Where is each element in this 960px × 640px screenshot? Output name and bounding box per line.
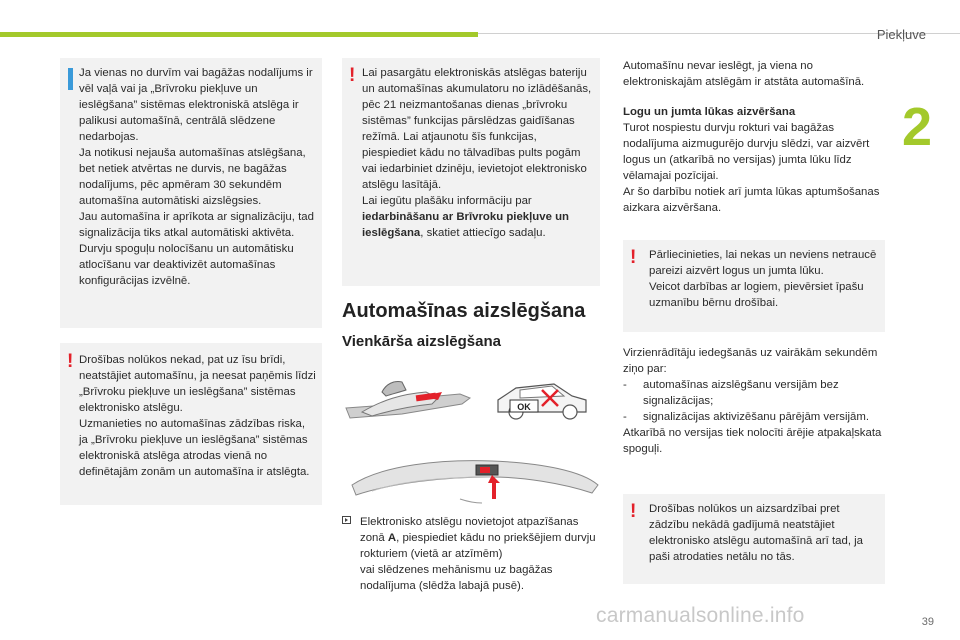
- warning-box: [60, 343, 322, 505]
- bullet-arrow-icon: [342, 514, 360, 594]
- windows-warning-1: Pārliecinieties, lai nekas un neviens netraucē pareizi aizvērt logus un jumta lūku.: [649, 249, 877, 277]
- info-box: [60, 58, 322, 328]
- warning-paragraph: Uzmanieties no automašīnas zādzības riska, ja „Brīvroku piekļuve un ieslēgšana” sistēmas elektroniskā atslēga atrodas vienā no definētajām zonām un automašīna ir atslēgta.: [79, 418, 310, 478]
- signal-item-1: automašīnas aizslēgšanu versijām bez signalizācijas;: [643, 379, 839, 407]
- intro-paragraph: Automašīnu nevar ieslēgt, ja viena no elektroniskajām atslēgām ir atstāta automašīnā.: [623, 60, 865, 88]
- warning-paragraph: Drošības nolūkos nekad, pat uz īsu brīdi, neatstājiet automašīnu, ja neesat paņēmis līdzi „Brīvroku piekļuve un ieslēgšana” sistēmas elektronisko atslēgu.: [79, 354, 316, 414]
- exclamation-warning-icon: !: [67, 351, 74, 372]
- subsection-heading: Vienkārša aizslēgšana: [342, 333, 501, 350]
- warning-box-windows: [623, 240, 885, 332]
- exclamation-warning-icon: !: [349, 65, 356, 86]
- page-number: 39: [921, 616, 934, 628]
- unlock-instruction: [342, 514, 600, 594]
- exclamation-warning-icon: !: [630, 247, 637, 268]
- info-paragraph: Jau automašīna ir aprīkota ar signalizāciju, tad signalizācija tiks atkal automātiski aktivēta.: [79, 211, 314, 239]
- list-item: [623, 409, 885, 425]
- ok-badge: OK: [517, 402, 531, 412]
- list-dash: -: [623, 379, 627, 391]
- signal-item-2: signalizācijas aktivizēšanu pārējām versijām.: [643, 411, 870, 423]
- warning-box-battery: [342, 58, 600, 286]
- signal-intro: Virzienrādītāju iedegšanās uz vairākām sekundēm ziņo par:: [623, 347, 878, 375]
- more-info-suffix: , skatiet attiecīgo sadaļu.: [420, 227, 546, 239]
- zone-label: A: [387, 532, 397, 544]
- mirror-paragraph: Atkarībā no versijas tiek nolocīti ārējie atpakaļskata spoguļi.: [623, 427, 882, 455]
- more-info-link-text: iedarbināšanu ar Brīvroku piekļuve un ieslēgšana: [362, 211, 569, 239]
- warning-box-theft: [623, 494, 885, 584]
- theft-warning-text: Drošības nolūkos un aizsardzībai pret zādzību nekādā gadījumā neatstājiet elektronisko atslēgu automašīnā arī tad, ja paši atrodaties netālu no tās.: [649, 503, 864, 563]
- window-heading: Logu un jumta lūkas aizvēršana: [623, 106, 796, 118]
- windows-warning-2: Veicot darbības ar logiem, pievērsiet īpašu uzmanību bērnu drošībai.: [649, 281, 864, 309]
- watermark: carmanualsonline.info: [596, 604, 805, 627]
- sunroof-paragraph: Ar šo darbību notiek arī jumta lūkas aptumšošanas aizkara aizvēršana.: [623, 186, 880, 214]
- info-paragraph: Ja notikusi nejauša automašīnas atslēgšana, bet netiek atvērtas ne durvis, ne bagāžas nodalījums, pēc apmēram 30 sekundēm automašīna automātiski aizslēgsies.: [79, 147, 306, 207]
- section-title: Piekļuve: [876, 27, 926, 42]
- header-accent-bar: [0, 32, 478, 37]
- unlock-instruction-text: Elektronisko atslēgu novietojot atpazīšanas zonā A, piespiediet kādu no priekšējiem durvju rokturiem (vietā ar atzīmēm) vai slēdzenes mehānismu uz bagāžas nodalījuma (slēdža labajā pusē).: [360, 516, 596, 592]
- column-3: [623, 58, 885, 216]
- window-paragraph: Turot nospiestu durvju rokturi vai bagāžas nodalījuma aizmugurējo durvju slēdzi, var aizvērt logus un (atkarībā no versijas) jumta lūku līdz vēlamajai pozīcijai.: [623, 122, 870, 182]
- more-info-prefix: Lai iegūtu plašāku informāciju par: [362, 195, 532, 207]
- info-marker-icon: [68, 68, 73, 90]
- info-paragraph: Ja vienas no durvīm vai bagāžas nodalījums ir vēl vaļā vai ja „Brīvroku piekļuve un ieslēgšana” sistēmas elektroniskā atslēga ir palikusi automašīnā, centrālā slēdzene nedarbojas.: [79, 67, 313, 143]
- list-item: [623, 377, 885, 409]
- battery-warning-text: Lai pasargātu elektroniskās atslēgas bateriju un automašīnas akumulatoru no izlādēšanās, pēc 21 neizmantošanas dienas „brīvroku sistēmas” funkcijas pārslēdzas gaidīšanas režīmā. Lai atjaunotu šīs funkcijas, piespiediet kādu no tālvadības pults pogām vai iedarbiniet dzinēju, ievietojot elektronisko atslēgu lasītājā.: [362, 67, 592, 191]
- list-dash: -: [623, 411, 627, 423]
- tailgate-switch-illustration: [342, 455, 600, 507]
- section-heading: Automašīnas aizslēgšana: [342, 300, 586, 322]
- info-paragraph: Durvju spoguļu nolocīšanu un automātisku atlocīšanu var deaktivizēt automašīnas konfigurācijas izvēlnē.: [79, 243, 294, 287]
- battery-warning-more: [362, 193, 594, 241]
- door-handle-illustration: [342, 370, 600, 422]
- exclamation-warning-icon: !: [630, 501, 637, 522]
- chapter-number: 2: [902, 97, 933, 157]
- signal-section: [623, 345, 885, 457]
